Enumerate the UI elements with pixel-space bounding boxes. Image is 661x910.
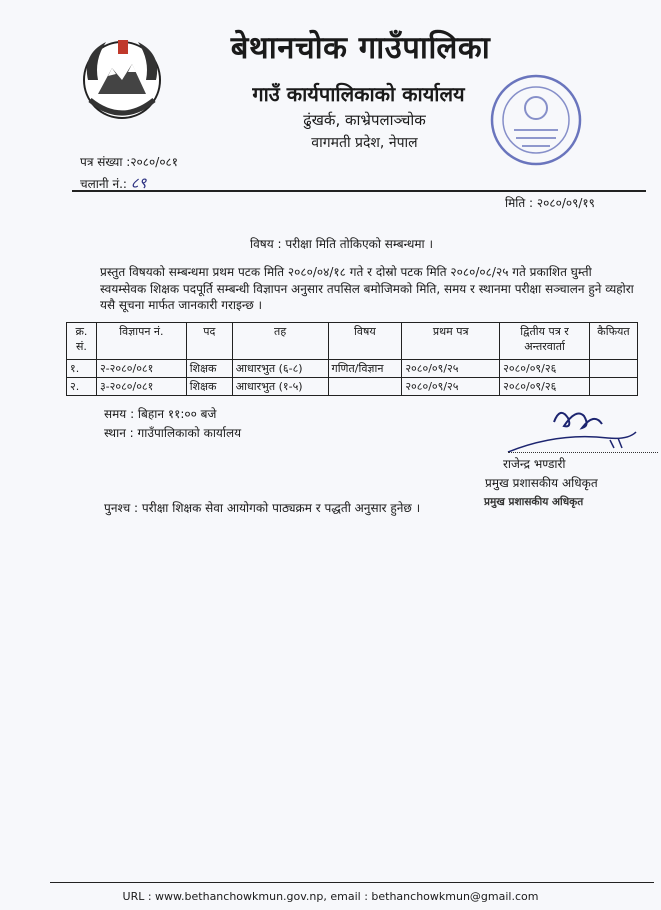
header-cell: द्वितीय पत्र र अन्तरवार्ता	[500, 323, 590, 360]
table-cell: १.	[67, 360, 97, 378]
letter-subject: विषय : परीक्षा मिति तोकिएको सम्बन्धमा ।	[250, 237, 434, 251]
letter-body: प्रस्तुत विषयको सम्बन्धमा प्रथम पटक मिति २०८०/०४/१८ गते र दोस्रो पटक मिति २०८०/०८/२५ गते प्रकाशित घुम्ती स्वयम्सेवक शिक्षक पदपूर्ति सम्बन्धी विज्ञापन अनुसार तपसिल बमोजिमको मिति, समय र स्थानमा परीक्षा सञ्चालन हुने व्यहोरा यसै सूचना मार्फत जानकारी गराइन्छ ।	[100, 265, 634, 312]
patra-value: २०८०/०८१	[130, 155, 179, 169]
exam-time: समय : बिहान ११:०० बजे	[104, 407, 217, 421]
municipality-name: बेथानचोक गाउँपालिका	[230, 30, 491, 66]
office-stamp	[488, 72, 584, 168]
header-cell: तह	[232, 323, 328, 360]
patra-label: पत्र संख्या :	[80, 155, 131, 169]
signatory-role: प्रमुख प्रशासकीय अधिकृत	[485, 476, 598, 490]
table-cell: शिक्षक	[186, 360, 232, 378]
table-cell: आधारभुत (१-५)	[232, 378, 328, 396]
table-cell	[589, 360, 637, 378]
table-row	[67, 378, 638, 396]
table-cell: २०८०/०९/२५	[402, 360, 500, 378]
address-line-1: ढुंखर्क, काभ्रेपलाञ्चोक	[303, 111, 426, 129]
table-row	[67, 360, 638, 378]
header-cell: विज्ञापन नं.	[96, 323, 186, 360]
footer-divider	[50, 882, 654, 883]
table-cell: २०८०/०९/२६	[500, 378, 590, 396]
chalani-value: ८९	[130, 174, 147, 192]
signature	[498, 402, 638, 454]
table-header-row	[67, 323, 638, 360]
table-cell	[328, 378, 402, 396]
table-cell	[589, 378, 637, 396]
table-cell: २.	[67, 378, 97, 396]
table-cell: २-२०८०/०८१	[96, 360, 186, 378]
header-cell: प्रथम पत्र	[402, 323, 500, 360]
table-cell: २०८०/०९/२६	[500, 360, 590, 378]
address-line-2: वागमती प्रदेश, नेपाल	[311, 135, 418, 151]
table-cell: शिक्षक	[186, 378, 232, 396]
header-cell: क्र. सं.	[67, 323, 97, 360]
signatory-stamp: प्रमुख प्रशासकीय अधिकृत	[484, 496, 584, 508]
patra-sankhya	[80, 153, 178, 170]
signatory-name: राजेन्द्र भण्डारी	[503, 457, 566, 471]
header-cell: पद	[186, 323, 232, 360]
table-cell: २०८०/०९/२५	[402, 378, 500, 396]
header-divider	[72, 190, 646, 192]
header-cell: कैफियत	[589, 323, 637, 360]
chalani-label: चलानी नं.:	[80, 177, 127, 191]
exam-schedule-table	[66, 322, 638, 396]
letter-date: मिति : २०८०/०९/१९	[505, 196, 595, 210]
header-cell: विषय	[328, 323, 402, 360]
postscript: पुनश्च : परीक्षा शिक्षक सेवा आयोगको पाठ्यक्रम र पद्धती अनुसार हुनेछ ।	[104, 501, 421, 515]
table-cell: गणित/विज्ञान	[328, 360, 402, 378]
footer-contact: URL : www.bethanchowkmun.gov.np, email : bethanchowkmun@gmail.com	[122, 890, 539, 903]
table-cell: आधारभुत (६-८)	[232, 360, 328, 378]
exam-place: स्थान : गाउँपालिकाको कार्यालय	[104, 426, 242, 440]
office-name: गाउँ कार्यपालिकाको कार्यालय	[252, 82, 465, 106]
signature-line	[508, 452, 658, 453]
table-cell: ३-२०८०/०८१	[96, 378, 186, 396]
